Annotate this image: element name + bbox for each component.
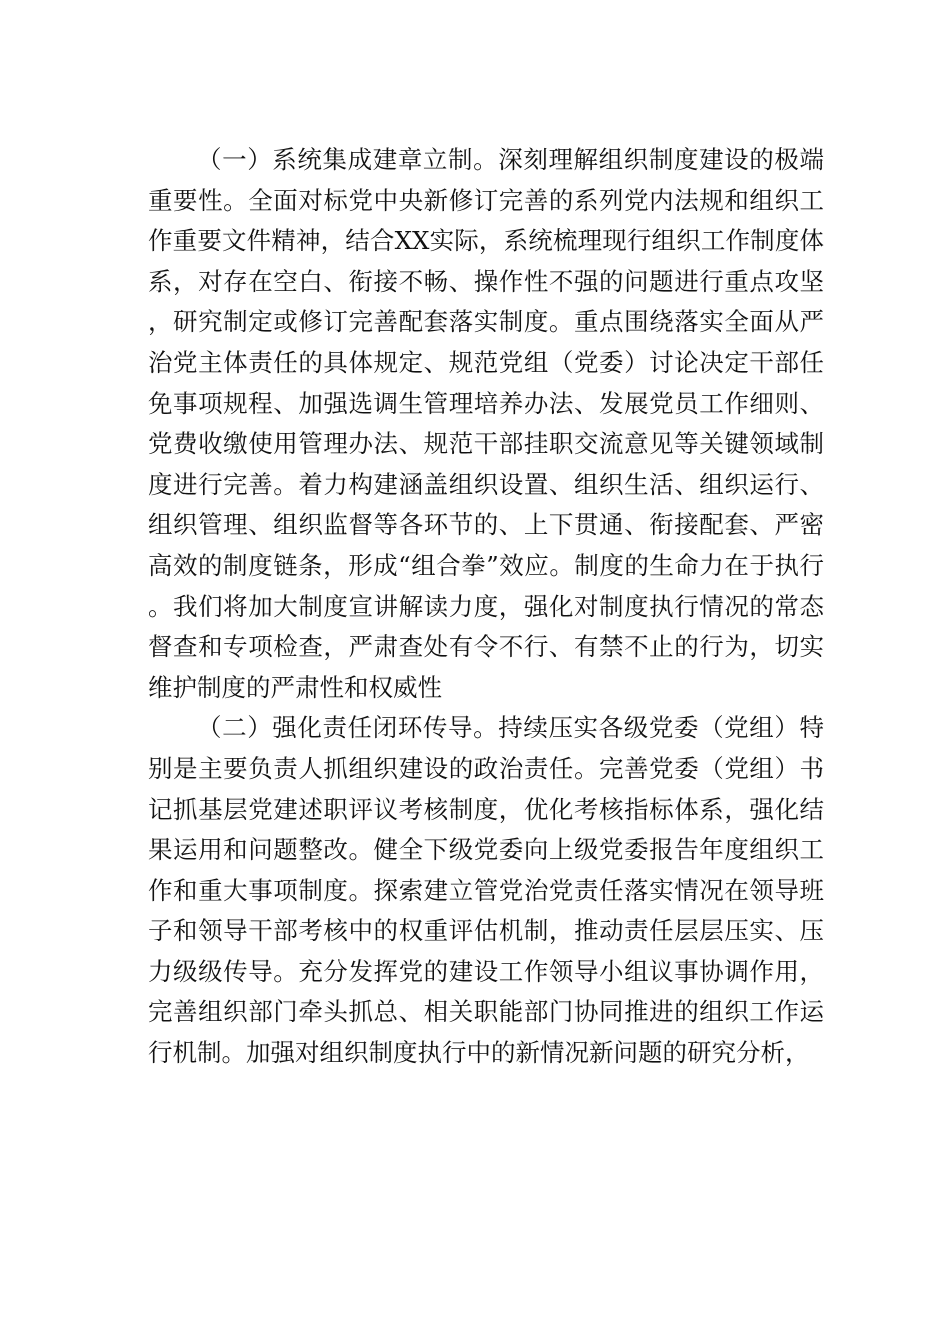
paragraph-1-heading: （一）系统集成建章立制。 <box>197 145 499 174</box>
paragraph-1 <box>148 140 824 708</box>
paragraph-2-heading: （二）强化责任闭环传导。 <box>197 713 499 743</box>
document-body <box>148 140 824 1074</box>
paragraph-2-body: 持续压实各级党委（党组）特别是主要负责人抓组织建设的政治责任。完善党委（党组）书记抓基层党建述职评议考核制度，优化考核指标体系，强化结果运用和问题整改。健全下级党委向上级党委报告年度组织工作和重大事项制度。探索建立管党治党责任落实情况在领导班子和领导干部考核中的权重评估机制，推动责任层层压实、压力级级传导。充分发挥党的建设工作领导小组议事协调作用，完善组织部门牵头抓总、相关职能部门协同推进的组织工作运行机制。加强对组织制度执行中的新情况新问题的研究分析， <box>148 713 824 1068</box>
paragraph-2 <box>148 708 824 1073</box>
paragraph-1-body: 深刻理解组织制度建设的极端重要性。全面对标党中央新修订完善的系列党内法规和组织工作重要文件精神，结合XX实际，系统梳理现行组织工作制度体系，对存在空白、衔接不畅、操作性不强的问题进行重点攻坚，研究制定或修订完善配套落实制度。重点围绕落实全面从严治党主体责任的具体规定、规范党组（党委）讨论决定干部任免事项规程、加强选调生管理培养办法、发展党员工作细则、党费收缴使用管理办法、规范干部挂职交流意见等关键领域制度进行完善。着力构建涵盖组织设置、组织生活、组织运行、组织管理、组织监督等各环节的、上下贯通、衔接配套、严密高效的制度链条，形成“组合拳”效应。制度的生命力在于执行。我们将加大制度宣讲解读力度，强化对制度执行情况的常态督查和专项检查，严肃查处有令不行、有禁不止的行为，切实维护制度的严肃性和权威性 <box>148 145 824 702</box>
